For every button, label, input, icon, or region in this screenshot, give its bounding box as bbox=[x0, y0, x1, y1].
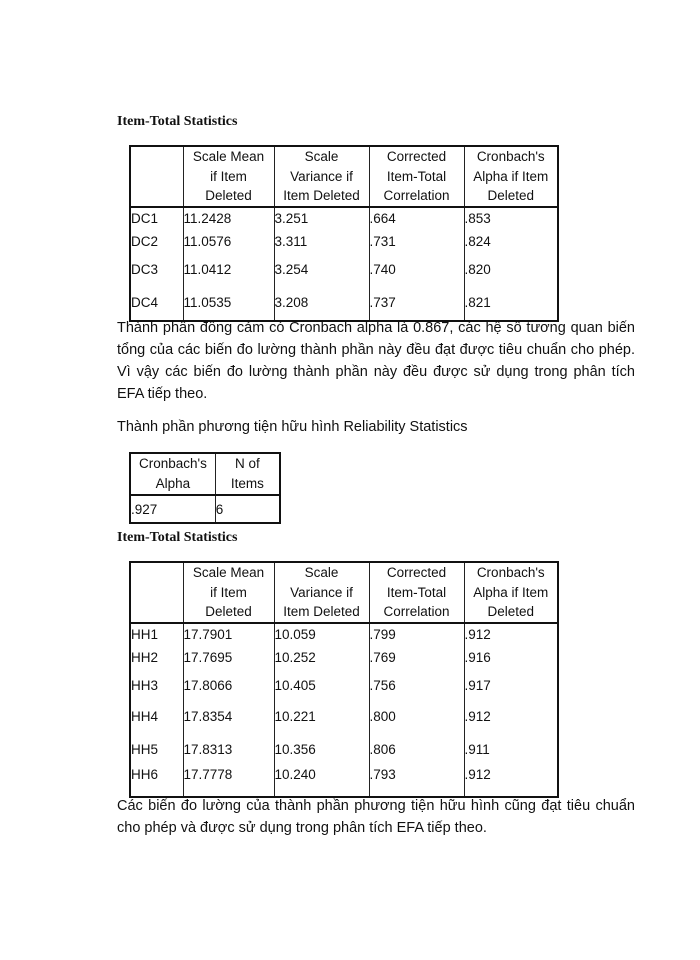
cell: .756 bbox=[369, 671, 464, 701]
cell: .664 bbox=[369, 207, 464, 229]
row-label: HH5 bbox=[130, 733, 183, 767]
cell: 10.059 bbox=[274, 623, 369, 645]
header-cell: Scale Variance if Item Deleted bbox=[274, 562, 369, 623]
cell: .793 bbox=[369, 767, 464, 797]
cell: .912 bbox=[464, 623, 558, 645]
cell: .916 bbox=[464, 645, 558, 671]
cell: 17.8313 bbox=[183, 733, 274, 767]
cell: .731 bbox=[369, 229, 464, 255]
row-label: DC3 bbox=[130, 255, 183, 285]
table-row bbox=[130, 733, 558, 767]
cell: .820 bbox=[464, 255, 558, 285]
table-header-row bbox=[130, 146, 558, 207]
cell: .911 bbox=[464, 733, 558, 767]
cell: 10.356 bbox=[274, 733, 369, 767]
item-total-heading-hh: Item-Total Statistics bbox=[117, 530, 238, 545]
table-row bbox=[130, 645, 558, 671]
header-cell: Corrected Item-Total Correlation bbox=[369, 146, 464, 207]
row-label: DC4 bbox=[130, 285, 183, 321]
table-row bbox=[130, 767, 558, 797]
header-cell: Scale Mean if Item Deleted bbox=[183, 146, 274, 207]
cell: .799 bbox=[369, 623, 464, 645]
table-row bbox=[130, 285, 558, 321]
table-header-row bbox=[130, 562, 558, 623]
cell: 11.0535 bbox=[183, 285, 274, 321]
row-label: DC1 bbox=[130, 207, 183, 229]
cell: 3.208 bbox=[274, 285, 369, 321]
cell: .853 bbox=[464, 207, 558, 229]
row-label: HH3 bbox=[130, 671, 183, 701]
header-cell: Cronbach's Alpha if Item Deleted bbox=[464, 562, 558, 623]
cell: .912 bbox=[464, 767, 558, 797]
reliability-statistics-table bbox=[129, 452, 281, 524]
table-row bbox=[130, 701, 558, 733]
cell: 6 bbox=[215, 495, 280, 523]
cell: .927 bbox=[131, 501, 158, 517]
cell: 3.311 bbox=[274, 229, 369, 255]
cell: 17.7778 bbox=[183, 767, 274, 797]
cell: .824 bbox=[464, 229, 558, 255]
cell: 10.405 bbox=[274, 671, 369, 701]
table-row bbox=[130, 495, 280, 523]
table-row bbox=[130, 255, 558, 285]
header-cell bbox=[130, 146, 183, 207]
table-header-row bbox=[130, 453, 280, 495]
row-label: HH6 bbox=[130, 767, 183, 797]
cell: .737 bbox=[369, 285, 464, 321]
cell: 11.0412 bbox=[183, 255, 274, 285]
table-row bbox=[130, 229, 558, 255]
item-total-heading-dc: Item-Total Statistics bbox=[117, 114, 238, 129]
reliability-title: Thành phần phương tiện hữu hình Reliability Statistics bbox=[117, 419, 468, 435]
row-label: HH2 bbox=[130, 645, 183, 671]
cell: .821 bbox=[464, 285, 558, 321]
cell: .740 bbox=[369, 255, 464, 285]
item-total-table-hh bbox=[129, 561, 559, 798]
header-cell bbox=[130, 562, 183, 623]
item-total-table-dc bbox=[129, 145, 559, 322]
cell: 17.7695 bbox=[183, 645, 274, 671]
cell: 17.8066 bbox=[183, 671, 274, 701]
header-cell: N of Items bbox=[215, 453, 280, 495]
row-label: DC2 bbox=[130, 229, 183, 255]
cell: 10.240 bbox=[274, 767, 369, 797]
header-cell: Scale Mean if Item Deleted bbox=[183, 562, 274, 623]
cell: 17.8354 bbox=[183, 701, 274, 733]
cell: .769 bbox=[369, 645, 464, 671]
table-row bbox=[130, 207, 558, 229]
cell: 11.2428 bbox=[183, 207, 274, 229]
cell: .800 bbox=[369, 701, 464, 733]
cell: 3.251 bbox=[274, 207, 369, 229]
header-cell: Corrected Item-Total Correlation bbox=[369, 562, 464, 623]
cell: .806 bbox=[369, 733, 464, 767]
paragraph-dc-conclusion: Thành phần đồng cảm có Cronbach alpha là 0.867, các hệ số tương quan biến tổng của các biến đo lường thành phần này đều đạt được tiêu chuẩn cho phép. Vì vậy các biến đo lường thành phần này đều được sử dụng trong phân tích EFA tiếp theo. bbox=[117, 320, 635, 402]
row-label: HH1 bbox=[130, 623, 183, 645]
header-cell: Cronbach's Alpha bbox=[130, 453, 215, 495]
cell: 3.254 bbox=[274, 255, 369, 285]
cell: .912 bbox=[464, 701, 558, 733]
header-cell: Cronbach's Alpha if Item Deleted bbox=[464, 146, 558, 207]
cell: .917 bbox=[464, 671, 558, 701]
table-row bbox=[130, 671, 558, 701]
cell: 17.7901 bbox=[183, 623, 274, 645]
row-label: HH4 bbox=[130, 701, 183, 733]
header-cell: Scale Variance if Item Deleted bbox=[274, 146, 369, 207]
cell: 11.0576 bbox=[183, 229, 274, 255]
table-row bbox=[130, 623, 558, 645]
paragraph-hh-conclusion: Các biến đo lường của thành phần phương tiện hữu hình cũng đạt tiêu chuẩn cho phép và được sử dụng trong phân tích EFA tiếp theo. bbox=[117, 798, 635, 836]
cell: 10.221 bbox=[274, 701, 369, 733]
cell: 10.252 bbox=[274, 645, 369, 671]
